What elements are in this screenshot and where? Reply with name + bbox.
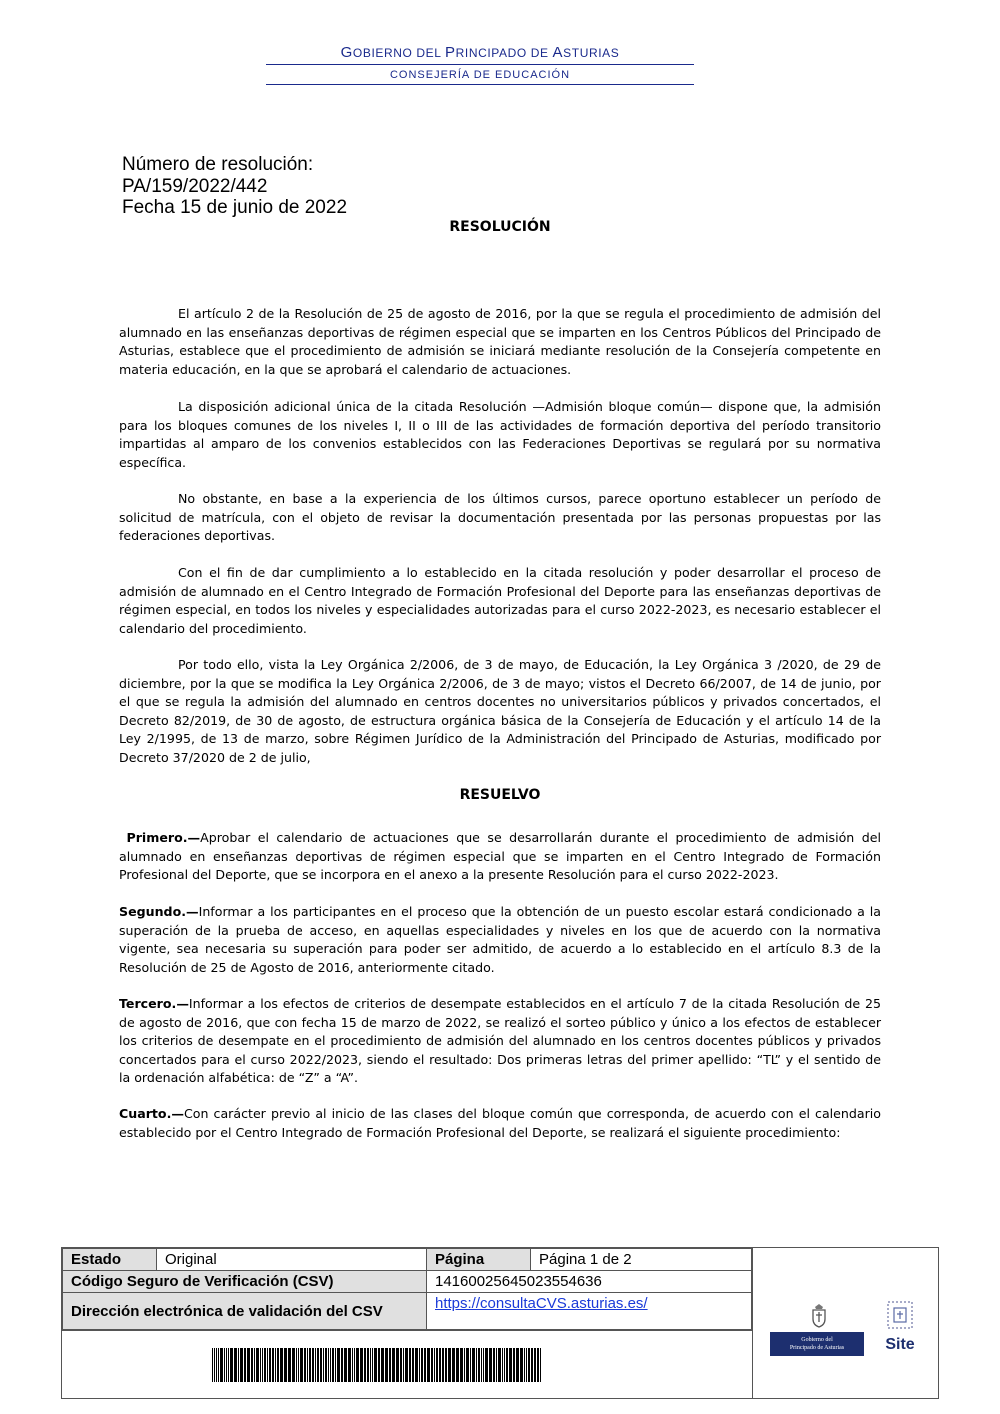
barcode-bar (214, 1348, 215, 1382)
barcode-bar (476, 1348, 477, 1382)
gov-title-part: P (445, 44, 456, 61)
clause-text: Informar a los participantes en el proceso que la obtención de un puesto escolar estará condicionado a la superación de la prueba de acceso, en aquellas especialidades y niveles en los que de acuerdo con la normativa vigente, sea necesaria su superación para poder ser admitido, de acuerdo a lo establecido en el artículo 8.3 de la Resolución de 25 de Agosto de 2016, anteriormente citado. (119, 904, 881, 975)
barcode-bar (524, 1348, 525, 1382)
barcode-bar (315, 1348, 316, 1382)
site-logo-text: Site (885, 1336, 915, 1353)
barcode-bar (489, 1348, 492, 1382)
barcode-bar (472, 1348, 475, 1382)
clause-primero (119, 829, 881, 885)
barcode-bar (456, 1348, 459, 1382)
barcode-bar (317, 1348, 319, 1382)
barcode-bar (298, 1348, 299, 1382)
barcode-bar (226, 1348, 227, 1382)
barcode-bar (337, 1348, 340, 1382)
clause-label: Primero.— (126, 830, 201, 845)
barcode-bar (364, 1348, 366, 1382)
barcode-bar (424, 1348, 426, 1382)
barcode-bar (400, 1348, 402, 1382)
barcode-bar (493, 1348, 495, 1382)
barcode-bar (378, 1348, 380, 1382)
barcode-bar (478, 1348, 480, 1382)
url-label: Dirección electrónica de validación del CSV (63, 1293, 427, 1331)
barcode-bar (528, 1348, 530, 1382)
barcode-bar (256, 1348, 259, 1382)
barcode-bar (288, 1348, 291, 1382)
gov-title-part: G (340, 44, 353, 61)
barcode-bar (367, 1348, 369, 1382)
barcode-bar (415, 1348, 418, 1382)
resuelvo-title: RESUELVO (459, 787, 541, 803)
barcode-bar (234, 1348, 237, 1382)
barcode-bar (374, 1348, 377, 1382)
barcode-bar (520, 1348, 523, 1382)
barcode-bar (244, 1348, 246, 1382)
clause-label: Tercero.— (119, 996, 189, 1011)
barcode-bar (218, 1348, 219, 1382)
barcode-bar (220, 1348, 223, 1382)
barcode-bar (526, 1348, 527, 1382)
barcode-icon (212, 1348, 548, 1382)
barcode-bar (341, 1348, 343, 1382)
barcode-bar (260, 1348, 261, 1382)
barcode-bar (354, 1348, 355, 1382)
barcode-bar (396, 1348, 399, 1382)
barcode-bar (483, 1348, 484, 1382)
estado-value: Original (157, 1249, 427, 1271)
barcode-bar (277, 1348, 279, 1382)
resolution-number-label: Número de resolución: (122, 154, 314, 175)
site-emblem-icon (886, 1300, 914, 1330)
barcode-bar (267, 1348, 268, 1382)
barcode-bar (352, 1348, 353, 1382)
barcode-bar (230, 1348, 233, 1382)
barcode-bar (485, 1348, 488, 1382)
barcode-bar (312, 1348, 314, 1382)
barcode-bar (445, 1348, 447, 1382)
barcode-bar (296, 1348, 297, 1382)
barcode-bar (412, 1348, 414, 1382)
barcode-bar (254, 1348, 255, 1382)
footer-divider (62, 1329, 752, 1330)
barcode-bar (320, 1348, 322, 1382)
barcode-bar (328, 1348, 329, 1382)
barcode-bar (262, 1348, 263, 1382)
barcode-bar (403, 1348, 404, 1382)
validation-link[interactable]: https://consultaCVS.asturias.es/ (435, 1295, 648, 1312)
barcode-bar (344, 1348, 347, 1382)
government-title (266, 44, 694, 65)
barcode-bar (470, 1348, 471, 1382)
barcode-bar (534, 1348, 536, 1382)
barcode-bar (325, 1348, 327, 1382)
footer-divider (752, 1248, 753, 1398)
verification-table (62, 1248, 752, 1331)
resolution-info (122, 154, 347, 219)
csv-value: 14160025645023554636 (427, 1271, 752, 1293)
barcode-bar (251, 1348, 253, 1382)
resolution-number: PA/159/2022/442 (122, 175, 268, 197)
clause-tercero (119, 995, 881, 1088)
barcode-bar (238, 1348, 239, 1382)
barcode-bar (292, 1348, 295, 1382)
barcode-bar (460, 1348, 463, 1382)
barcode-bar (304, 1348, 306, 1382)
coat-of-arms-icon (810, 1304, 828, 1332)
document-header (266, 44, 694, 85)
barcode-bar (300, 1348, 303, 1382)
barcode-bar (540, 1348, 541, 1382)
barcode-bar (335, 1348, 336, 1382)
barcode-bar (216, 1348, 217, 1382)
barcode-bar (405, 1348, 408, 1382)
barcode-bar (537, 1348, 539, 1382)
resolution-date: Fecha 15 de junio de 2022 (122, 197, 348, 218)
barcode-bar (464, 1348, 465, 1382)
barcode-bar (280, 1348, 283, 1382)
barcode-bar (392, 1348, 395, 1382)
barcode-bar (385, 1348, 388, 1382)
gov-title-part: A (552, 44, 564, 61)
consejeria-subtitle: CONSEJERÍA DE EDUCACIÓN (266, 65, 694, 85)
barcode-bar (309, 1348, 311, 1382)
barcode-bar (307, 1348, 308, 1382)
barcode-bar (442, 1348, 444, 1382)
barcode-bar (272, 1348, 274, 1382)
barcode-bar (360, 1348, 363, 1382)
barcode-bar (504, 1348, 505, 1382)
barcode-bar (448, 1348, 451, 1382)
clause-segundo (119, 903, 881, 977)
barcode-bar (247, 1348, 250, 1382)
site-logo (880, 1300, 920, 1354)
gov-logo-line: Gobierno del (801, 1337, 833, 1343)
barcode-bar (509, 1348, 512, 1382)
barcode-bar (421, 1348, 423, 1382)
barcode-bar (466, 1348, 469, 1382)
clause-text: Informar a los efectos de criterios de desempate establecidos en el artículo 7 de la citada Resolución de 25 de agosto de 2016, que con fecha 15 de marzo de 2022, se realizó el sorteo público y único a los efectos de establecer los criterios de desempate en el procedimiento de admisión del alumnado en los centros docentes públicos y privados concertados para el curso 2022/2023, siendo el resultado: Dos primeras letras del primer apellido: “TL” y el sentido de la ordenación alfabética: de “Z” a “A”. (119, 996, 881, 1085)
barcode-bar (275, 1348, 276, 1382)
barcode-bar (224, 1348, 225, 1382)
barcode-bar (506, 1348, 508, 1382)
barcode-bar (228, 1348, 229, 1382)
verification-footer (61, 1247, 939, 1399)
barcode-bar (452, 1348, 455, 1382)
barcode-bar (409, 1348, 411, 1382)
barcode-bar (381, 1348, 384, 1382)
barcode-bar (389, 1348, 391, 1382)
barcode-bar (436, 1348, 438, 1382)
barcode-bar (348, 1348, 351, 1382)
pagina-value: Página 1 de 2 (531, 1249, 752, 1271)
barcode-bar (498, 1348, 501, 1382)
barcode-bar (372, 1348, 373, 1382)
paragraph: No obstante, en base a la experiencia de los últimos cursos, parece oportuno establecer un período de solicitud de matrícula, con el objeto de revisar la documentación presentada por las personas propuestas por las federaciones deportivas. (119, 491, 881, 543)
barcode-bar (269, 1348, 271, 1382)
barcode-bar (427, 1348, 430, 1382)
barcode-bar (531, 1348, 533, 1382)
barcode-bar (513, 1348, 515, 1382)
barcode-bar (284, 1348, 287, 1382)
barcode-bar (434, 1348, 435, 1382)
barcode-bar (323, 1348, 324, 1382)
paragraph: El artículo 2 de la Resolución de 25 de agosto de 2016, por la que se regula el procedimiento de admisión del alumnado en las enseñanzas deportivas de régimen especial que se imparten en los Centros Públicos del Principado de Asturias, establece que el procedimiento de admisión se iniciará mediante resolución de la Consejería competente en materia educación, en la que se aprobará el calendario de actuaciones. (119, 306, 881, 377)
barcode-bar (496, 1348, 497, 1382)
gov-title-part: STURIAS (563, 46, 620, 60)
document-title: RESOLUCIÓN (449, 219, 551, 235)
barcode-bar (431, 1348, 433, 1382)
gov-title-part: OBIERNO DEL (352, 46, 446, 60)
clause-label: Segundo.— (119, 904, 199, 919)
barcode-bar (332, 1348, 334, 1382)
clause-text: Aprobar el calendario de actuaciones que se desarrollarán durante el procedimiento de admisión del alumnado en enseñanzas deportivas de régimen especial que se imparten en el Centro Integrado de Formación Profesional del Deporte, que se incorpora en el anexo a la presente Resolución para el curso 2022-2023. (119, 830, 881, 882)
gov-title-part: RINCIPADO DE (455, 46, 553, 60)
barcode-bar (264, 1348, 266, 1382)
government-logo (770, 1332, 864, 1356)
clause-text: Con carácter previo al inicio de las clases del bloque común que corresponda, de acuerdo con el calendario establecido por el Centro Integrado de Formación Profesional del Deporte, se realizará el siguiente procedimiento: (119, 1106, 881, 1140)
barcode-bar (212, 1348, 213, 1382)
paragraph: La disposición adicional única de la citada Resolución —Admisión bloque común— dispone que, la admisión para los bloques comunes de los niveles I, II o III de las actividades de formación deportiva del período transitorio impartidas al amparo de los convenios establecidos con las Federaciones Deportivas se regulará por su normativa específica. (119, 399, 881, 470)
paragraph: Por todo ello, vista la Ley Orgánica 2/2006, de 3 de mayo, de Educación, la Ley Orgánica 3 /2020, de 29 de diciembre, por la que se modifica la Ley Orgánica 2/2006, de 3 de mayo; vistos el Decreto 66/2007, de 14 de junio, por el que se regula la admisión del alumnado en centros docentes no universitarios públicos y privados concertados, el Decreto 82/2019, de 30 de agosto, de estructura orgánica básica de la Consejería de Educación y el artículo 14 de la Ley 2/1995, de 13 de marzo, sobre Régimen Jurídico de la Administración del Principado de Asturias, modificado por Decreto 37/2020 de 2 de julio, (119, 657, 881, 765)
barcode-bar (419, 1348, 420, 1382)
barcode-bar (356, 1348, 359, 1382)
pagina-label: Página (427, 1249, 531, 1271)
url-cell (427, 1293, 752, 1331)
barcode-bar (481, 1348, 482, 1382)
gov-logo-line: Principado de Asturias (789, 1345, 845, 1351)
barcode-bar (370, 1348, 371, 1382)
clause-label: Cuarto.— (119, 1106, 184, 1121)
barcode-bar (240, 1348, 243, 1382)
barcode-bar (516, 1348, 519, 1382)
barcode-bar (439, 1348, 441, 1382)
barcode-bar (330, 1348, 331, 1382)
csv-label: Código Seguro de Verificación (CSV) (63, 1271, 427, 1293)
estado-label: Estado (63, 1249, 157, 1271)
barcode-bar (502, 1348, 503, 1382)
paragraph: Con el fin de dar cumplimiento a lo establecido en la citada resolución y poder desarrollar el proceso de admisión de alumnado en el Centro Integrado de Formación Profesional del Deporte para las enseñanzas deportivas de régimen especial, en todos los niveles y especialidades autorizadas para el curso 2022-2023, es necesario establecer el calendario del procedimiento. (119, 565, 881, 636)
clause-cuarto (119, 1105, 881, 1142)
